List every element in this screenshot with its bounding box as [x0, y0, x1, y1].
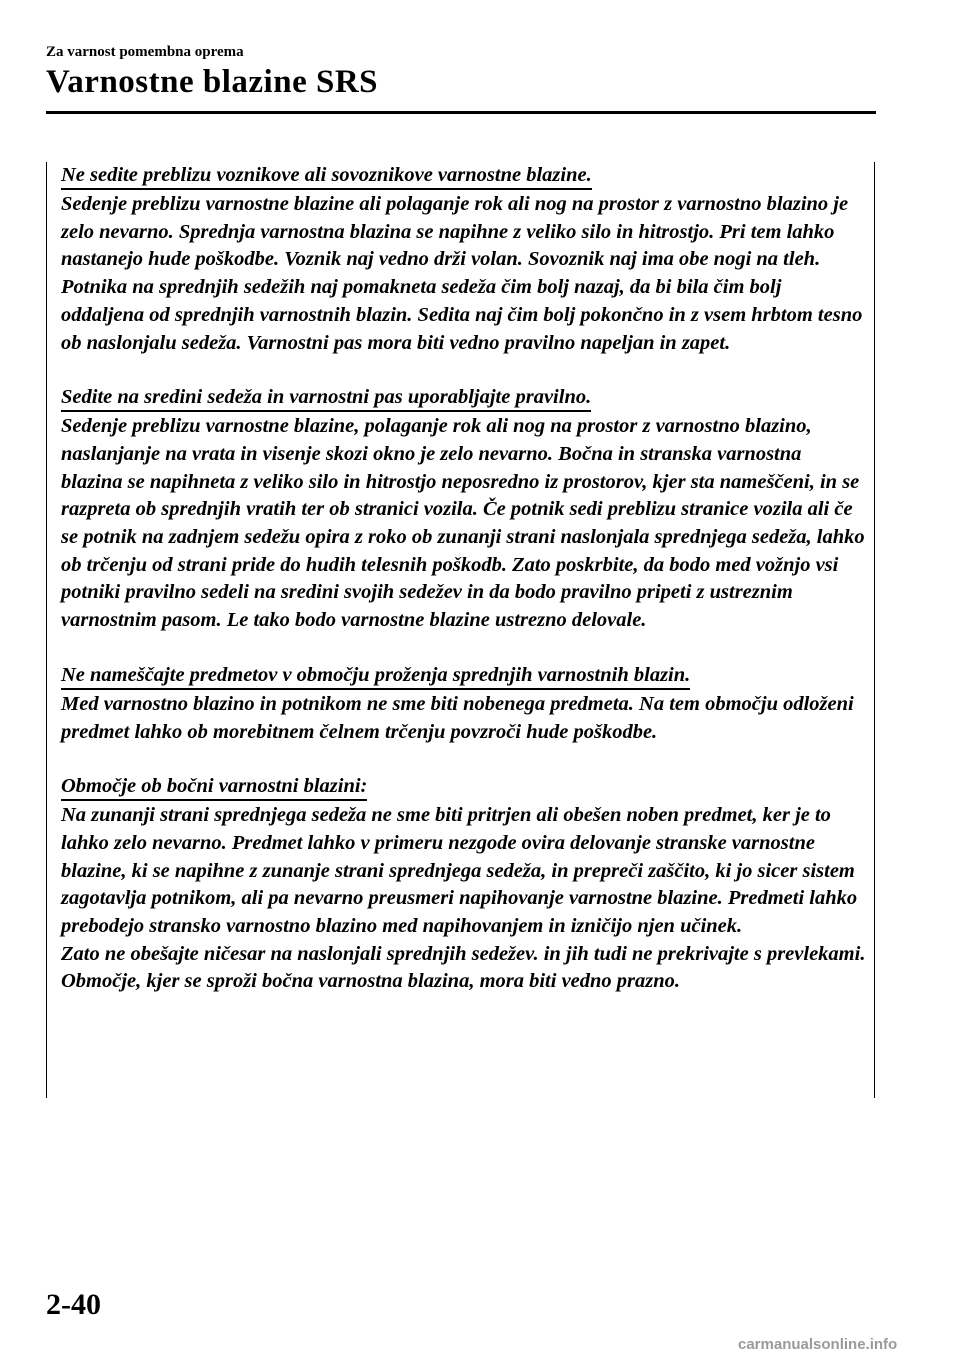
section-label: Za varnost pomembna oprema [46, 44, 244, 60]
block-body: Med varnostno blazino in potnikom ne sme biti nobenega predmeta. Na tem območju odloženi predmet lahko ob morebitnem čelnem trčenju povzroči hude poškodbe. [61, 692, 854, 743]
warning-block-objects [61, 662, 867, 746]
block-heading: Območje ob bočni varnostni blazini: [61, 774, 367, 801]
warning-block-airbag-distance [61, 162, 867, 357]
warning-block-side-airbag-area [61, 773, 867, 996]
block-body: Sedenje preblizu varnostne blazine ali polaganje rok ali nog na prostor z varnostno blazino je zelo nevarno. Sprednja varnostna blazina se napihne z veliko silo in hitrostjo. Pri tem lahko nastanejo hude poškodbe. Voznik naj vedno drži volan. Sovoznik naj ima obe nogi na tleh. Potnika na sprednjih sedežih naj pomakneta sedeža čim bolj nazaj, da bi bila čim bolj oddaljena od sprednjih varnostnih blazin. Sedita naj čim bolj pokončno in z vsem hrbtom tesno ob naslonjalu sedeža. Varnostni pas mora biti vedno pravilno napeljan in zapet. [61, 193, 863, 354]
block-heading: Ne sedite preblizu voznikove ali sovoznikove varnostne blazine. [61, 163, 592, 190]
header-divider [46, 111, 876, 114]
page-title: Varnostne blazine SRS [46, 64, 379, 100]
warning-box-right-rule [874, 162, 875, 1098]
block-body: Sedenje preblizu varnostne blazine, polaganje rok ali nog na prostor z varnostno blazino, naslanjanje na vrata in visenje skozi okno je zelo nevarno. Bočna in stranska varnostna blazina se napihneta z veliko silo in hitrostjo neposredno iz prostorov, kjer sta nameščeni, in se razpreta ob sprednjih vratih ter ob stranici vozila. Če potnik sedi preblizu stranice vozila ali če se potnik na zadnjem sedežu opira z roko ob zunanji strani naslonjala sprednjega sedeža, lahko ob trčenju od strani pride do hudih telesnih poškodb. Zato poskrbite, da bodo med vožnjo vsi potniki pravilno sedeli na sredini svojih sedežev in da bodo pravilno pripeti z ustreznim varnostnim pasom. Le tako bodo varnostne blazine ustrezno delovale. [61, 415, 865, 632]
block-body-continued: Zato ne obešajte ničesar na naslonjali sprednjih sedežev. in jih tudi ne prekrivajte s prevlekami. Območje, kjer se sproži bočna varnostna blazina, mora biti vedno prazno. [61, 942, 866, 993]
warning-box-left-rule [46, 162, 47, 1098]
page-number: 2-40 [46, 1288, 101, 1321]
warning-content [61, 162, 867, 1023]
block-heading: Ne nameščajte predmetov v območju proženja sprednjih varnostnih blazin. [61, 663, 690, 690]
block-heading: Sedite na sredini sedeža in varnostni pas uporabljajte pravilno. [61, 385, 591, 412]
block-body: Na zunanji strani sprednjega sedeža ne sme biti pritrjen ali obešen noben predmet, ker je to lahko zelo nevarno. Predmet lahko v primeru nezgode ovira delovanje stranske varnostne blazine, ki se napihne z zunanje strani sprednjega sedeža, in prepreči zaščito, ki jo sicer sistem zagotavlja potnikom, ali pa nevarno preusmeri napihovanje varnostne blazine. Predmeti lahko prebodejo stransko varnostno blazino med napihovanjem in izničijo njen učinek. [61, 804, 858, 938]
watermark: carmanualsonline.info [738, 1336, 898, 1353]
warning-block-seating-position [61, 384, 867, 635]
